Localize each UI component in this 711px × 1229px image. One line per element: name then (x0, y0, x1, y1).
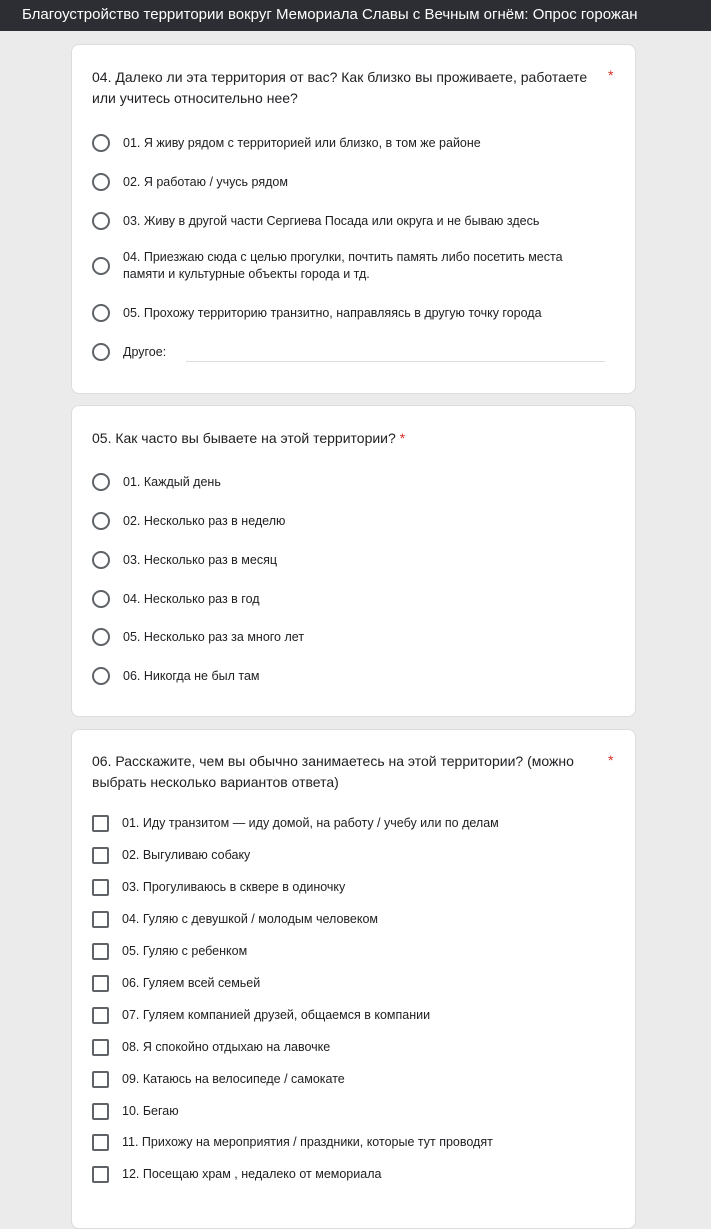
checkbox[interactable] (92, 1166, 109, 1183)
radio-option[interactable] (92, 249, 595, 283)
option-label: 04. Несколько раз в год (123, 591, 260, 606)
radio-option[interactable] (92, 304, 615, 322)
option-label: 06. Никогда не был там (123, 668, 260, 683)
radio-option-other[interactable] (92, 343, 615, 361)
option-label: 02. Несколько раз в неделю (123, 513, 286, 528)
option-label: 03. Прогуливаюсь в сквере в одиночку (122, 880, 346, 894)
option-label: 04. Гуляю с девушкой / молодым человеком (122, 912, 379, 926)
question-title (92, 428, 599, 449)
option-label: 05. Прохожу территорию транзитно, направляясь в другую точку города (123, 305, 542, 320)
checkbox-option[interactable] (92, 815, 615, 832)
radio-button[interactable] (92, 512, 110, 530)
question-title: 06. Расскажите, чем вы обычно занимаетесь на этой территории? (можно выбрать несколько вариантов ответа) (92, 753, 574, 790)
option-label: 03. Несколько раз в месяц (123, 552, 278, 567)
radio-option[interactable] (92, 134, 615, 152)
radio-button[interactable] (92, 590, 110, 608)
radio-button[interactable] (92, 257, 110, 275)
form-title: Благоустройство территории вокруг Мемориала Славы с Вечным огнём: Опрос горожан (22, 6, 638, 23)
other-text-input[interactable] (186, 361, 605, 362)
checkbox-option[interactable] (92, 847, 615, 864)
checkbox-option[interactable] (92, 1007, 615, 1024)
radio-button[interactable] (92, 343, 110, 361)
question-card-06 (71, 729, 636, 1229)
checkbox[interactable] (92, 1103, 109, 1120)
option-label: 01. Я живу рядом с территорией или близко, в том же районе (123, 135, 481, 150)
question-card-05 (71, 405, 636, 717)
radio-option[interactable] (92, 667, 615, 685)
option-label: 11. Прихожу на мероприятия / праздники, которые тут проводят (122, 1135, 493, 1149)
option-label: 01. Иду транзитом — иду домой, на работу / учебу или по делам (122, 816, 499, 830)
checkbox[interactable] (92, 879, 109, 896)
radio-button[interactable] (92, 212, 110, 230)
checkbox[interactable] (92, 1071, 109, 1088)
radio-option[interactable] (92, 628, 615, 646)
checkbox-option[interactable] (92, 975, 615, 992)
checkbox[interactable] (92, 911, 109, 928)
checkbox-option[interactable] (92, 1039, 615, 1056)
radio-option[interactable] (92, 212, 615, 230)
radio-option[interactable] (92, 512, 615, 530)
radio-button[interactable] (92, 134, 110, 152)
radio-option[interactable] (92, 551, 615, 569)
checkbox[interactable] (92, 943, 109, 960)
checkbox-option[interactable] (92, 1134, 615, 1151)
option-label: 04. Приезжаю сюда с целью прогулки, почтить память либо посетить места памяти и культурные объекты города и тд. (123, 250, 563, 281)
form-title-bar (0, 0, 711, 31)
required-asterisk: * (399, 430, 406, 446)
option-label: 05. Гуляю с ребенком (122, 944, 248, 958)
checkbox-option[interactable] (92, 1103, 615, 1120)
question-title: 04. Далеко ли эта территория от вас? Как близко вы проживаете, работаете или учитесь относительно нее? (92, 69, 588, 106)
checkbox-option[interactable] (92, 943, 615, 960)
checkbox[interactable] (92, 1134, 109, 1151)
radio-option[interactable] (92, 473, 615, 491)
radio-button[interactable] (92, 304, 110, 322)
question-card-04 (71, 44, 636, 394)
checkbox-option[interactable] (92, 879, 615, 896)
radio-button[interactable] (92, 628, 110, 646)
checkbox[interactable] (92, 975, 109, 992)
required-asterisk: * (608, 67, 614, 83)
checkbox[interactable] (92, 1007, 109, 1024)
checkbox-option[interactable] (92, 1071, 615, 1088)
option-label: 02. Я работаю / учусь рядом (123, 174, 288, 189)
option-label: 09. Катаюсь на велосипеде / самокате (122, 1072, 345, 1086)
radio-option[interactable] (92, 173, 615, 191)
radio-option[interactable] (92, 590, 615, 608)
checkbox[interactable] (92, 815, 109, 832)
checkbox-option[interactable] (92, 911, 615, 928)
option-label: 08. Я спокойно отдыхаю на лавочке (122, 1040, 331, 1054)
radio-button[interactable] (92, 551, 110, 569)
other-label: Другое: (123, 344, 167, 359)
checkbox[interactable] (92, 847, 109, 864)
option-label: 12. Посещаю храм , недалеко от мемориала (122, 1167, 382, 1181)
option-label: 01. Каждый день (123, 474, 221, 489)
question-title-text: 05. Как часто вы бываете на этой территории? (92, 430, 396, 446)
radio-button[interactable] (92, 173, 110, 191)
radio-button[interactable] (92, 473, 110, 491)
option-label: 07. Гуляем компанией друзей, общаемся в компании (122, 1008, 431, 1022)
option-label: 03. Живу в другой части Сергиева Посада или округа и не бываю здесь (123, 213, 540, 228)
radio-button[interactable] (92, 667, 110, 685)
checkbox[interactable] (92, 1039, 109, 1056)
required-asterisk: * (608, 752, 614, 768)
option-label: 10. Бегаю (122, 1104, 179, 1118)
option-label: 05. Несколько раз за много лет (123, 629, 305, 644)
checkbox-option[interactable] (92, 1166, 615, 1183)
option-label: 06. Гуляем всей семьей (122, 976, 261, 990)
option-label: 02. Выгуливаю собаку (122, 848, 251, 862)
